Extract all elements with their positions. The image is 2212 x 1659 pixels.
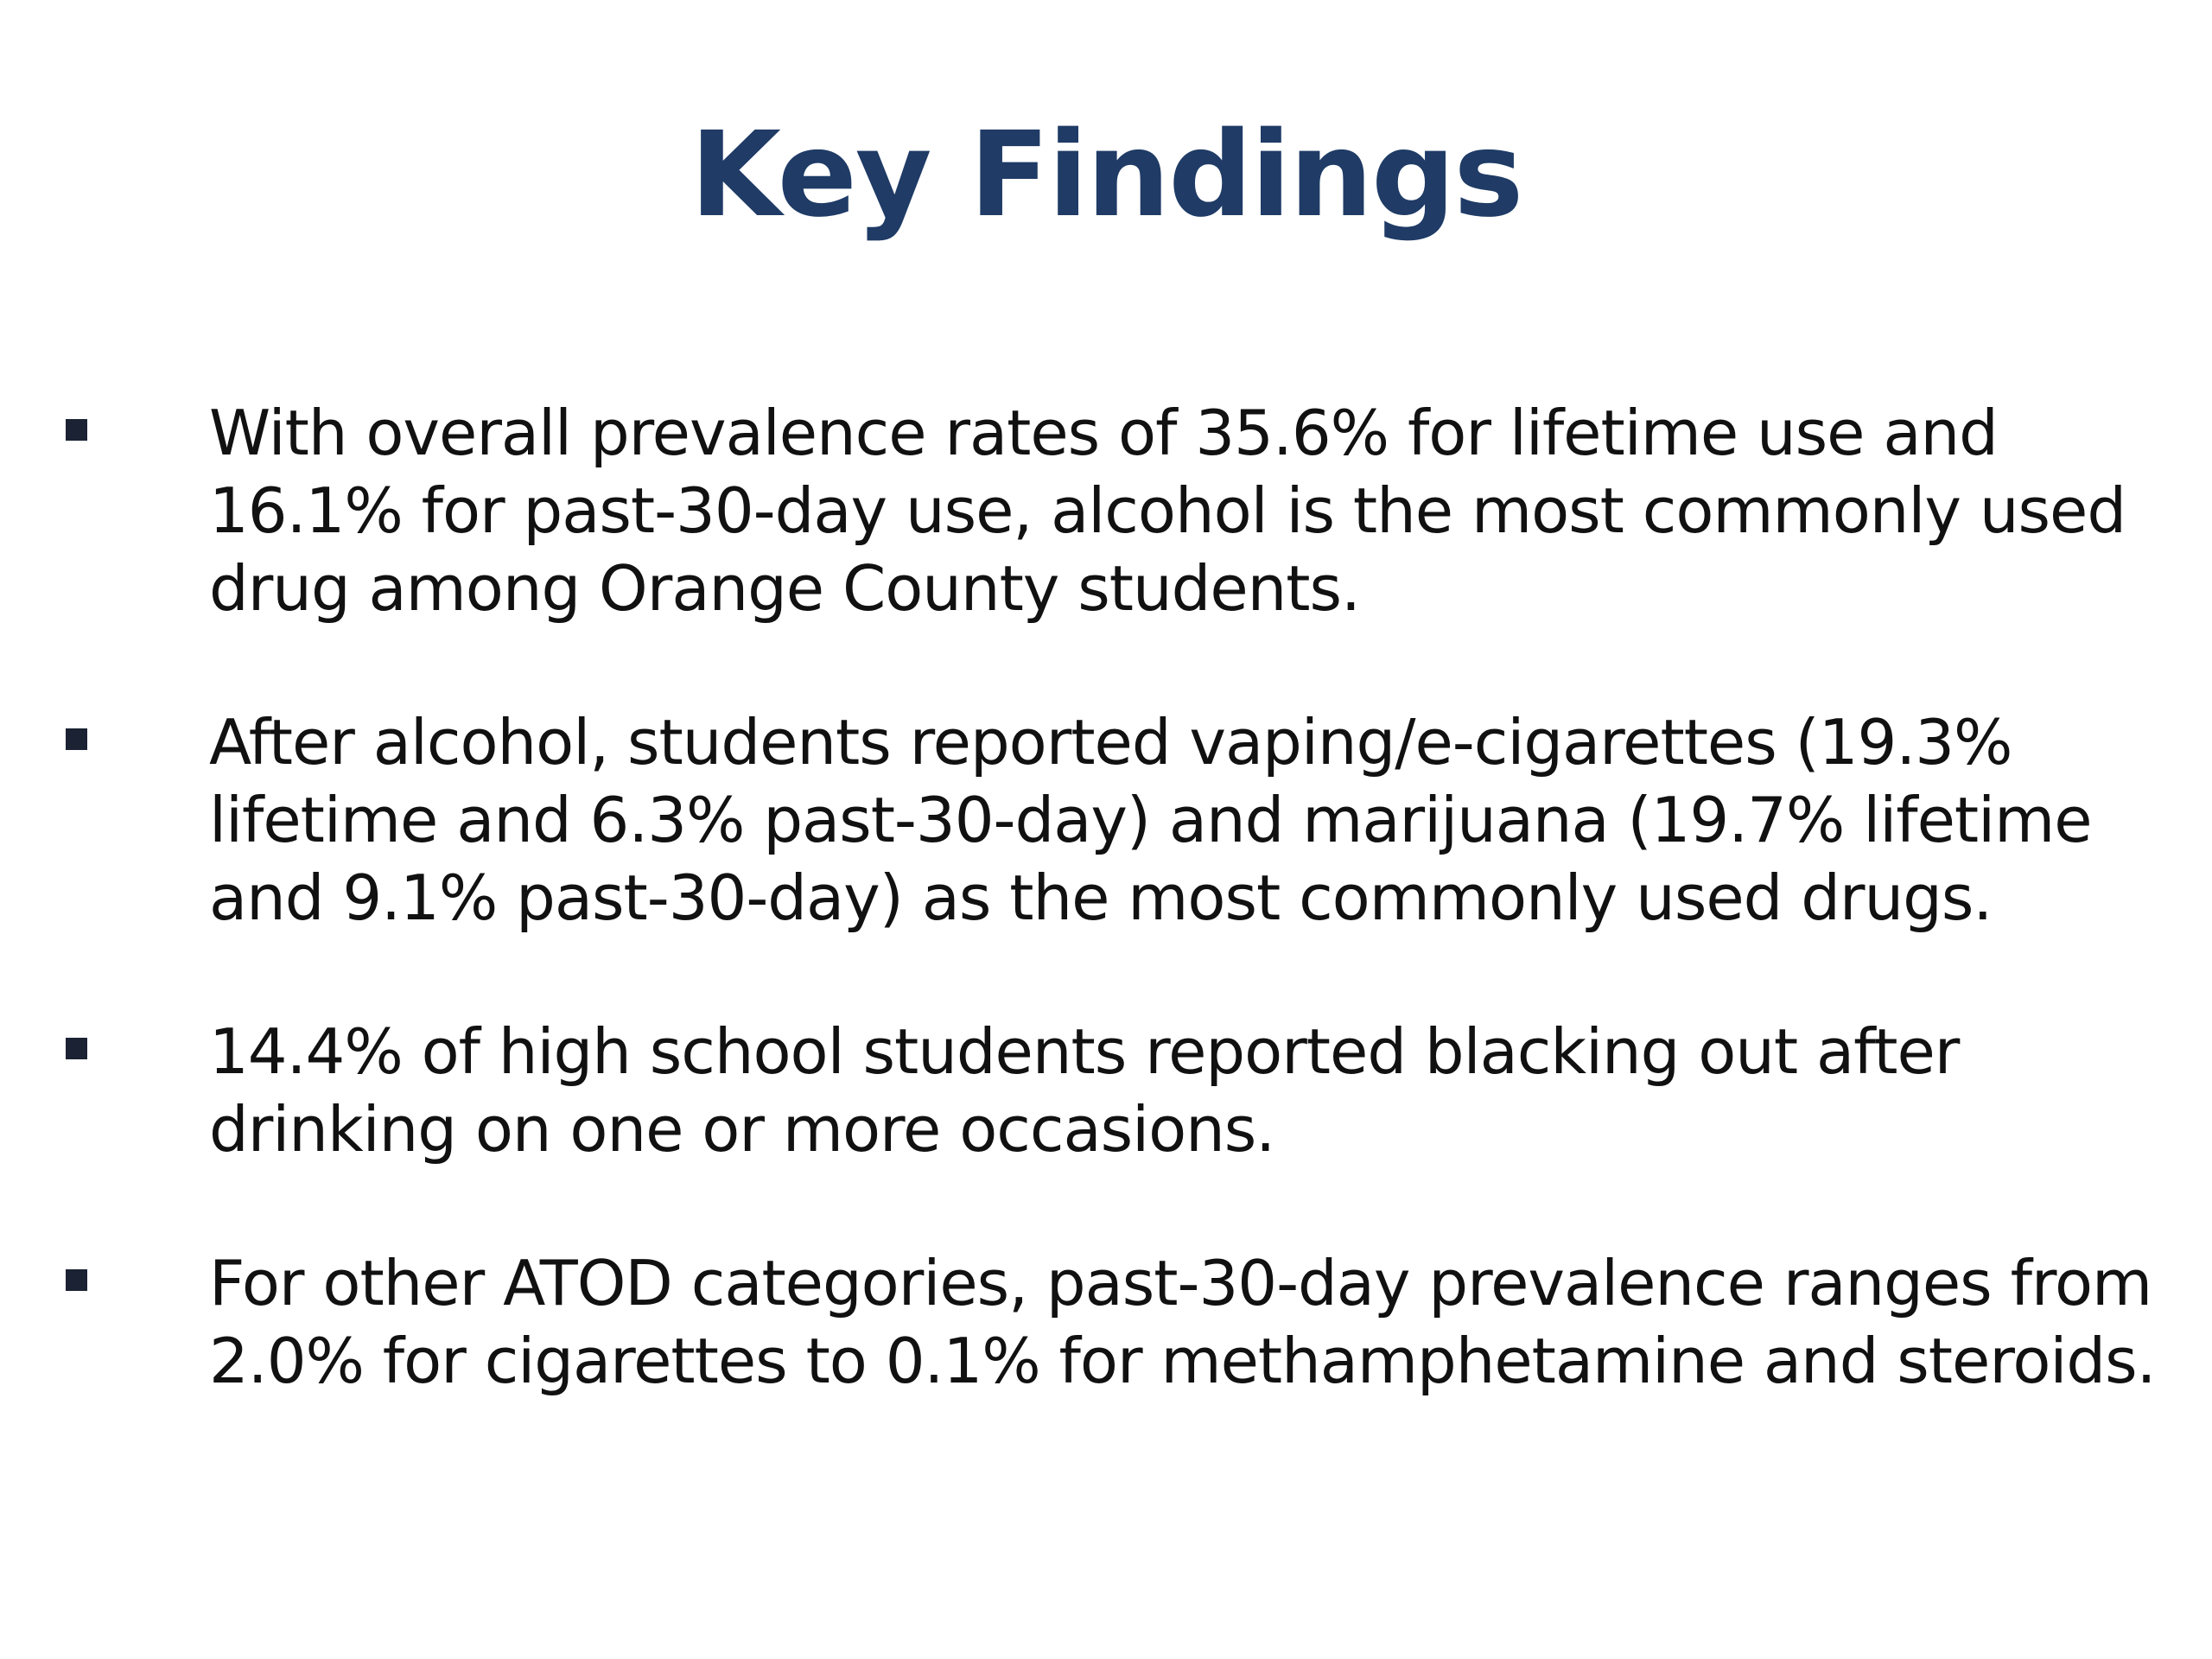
- bullet-text: For other ATOD categories, past-30-day prevalence ranges from 2.0% for cigarettes to 0.1% for methamphetamine and steroids.: [209, 1247, 2156, 1397]
- bullet-text: 14.4% of high school students reported blacking out after drinking on one or more occasions.: [209, 1015, 1960, 1166]
- square-bullet-icon: [66, 419, 87, 441]
- square-bullet-icon: [66, 1269, 87, 1291]
- bullet-text: With overall prevalence rates of 35.6% for lifetime use and 16.1% for past-30-day use, alcohol is the most commonly used drug among Orange County students.: [209, 397, 2126, 625]
- bullet-text: After alcohol, students reported vaping/e-cigarettes (19.3% lifetime and 6.3% past-30-day) and marijuana (19.7% lifetime and 9.1% past-30-day) as the most commonly used drugs.: [209, 706, 2092, 934]
- slide-title: Key Findings: [690, 107, 1522, 244]
- square-bullet-icon: [66, 728, 87, 750]
- square-bullet-icon: [66, 1038, 87, 1059]
